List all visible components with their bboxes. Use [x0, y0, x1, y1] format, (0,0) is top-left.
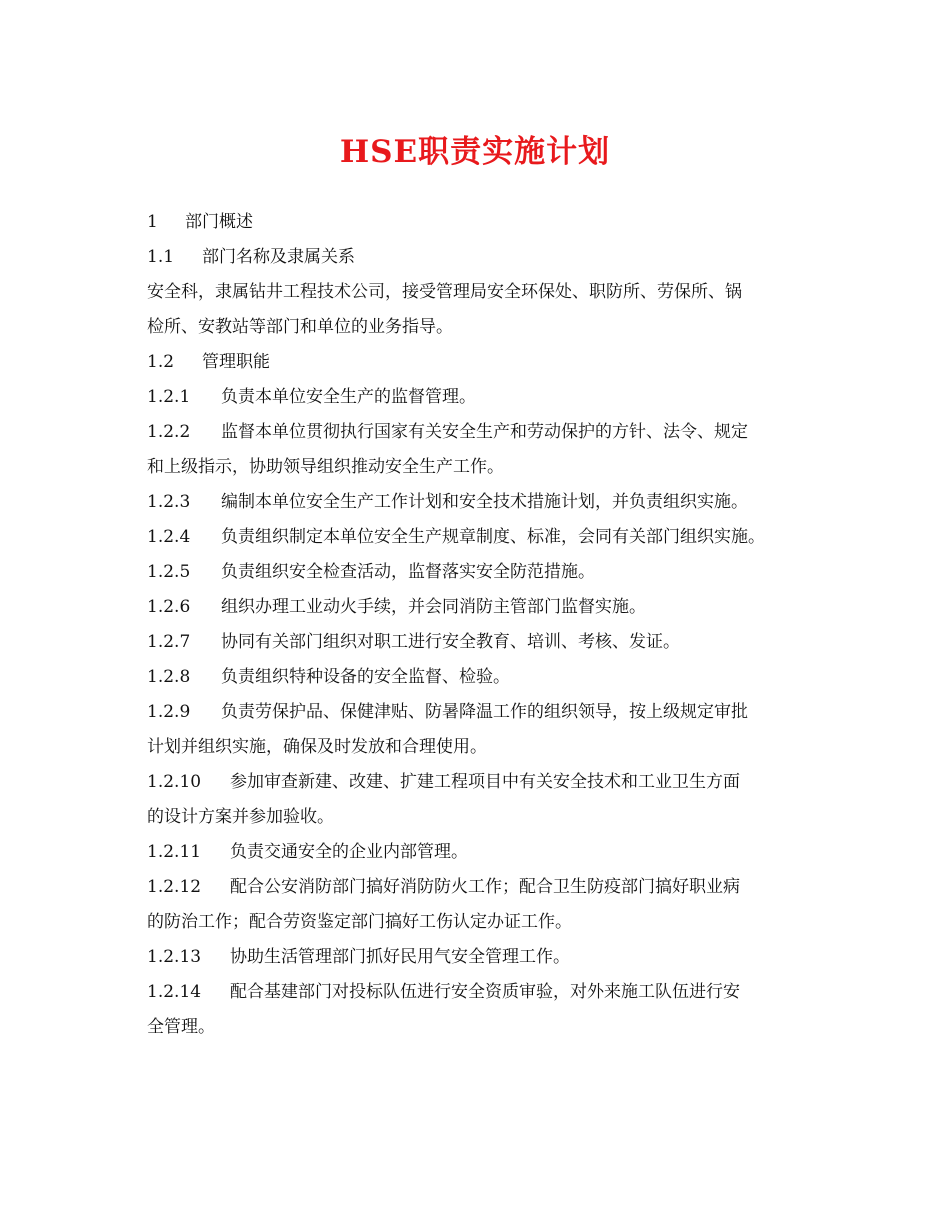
subsection-heading	[147, 345, 827, 380]
document-title: HSE职责实施计划	[339, 134, 611, 170]
paragraph-text: 参加审查新建、改建、扩建工程项目中有关安全技术和工业卫生方面	[230, 772, 740, 792]
paragraph-text: 协助生活管理部门抓好民用气安全管理工作。	[230, 947, 570, 967]
paragraph-text: 配合基建部门对投标队伍进行安全资质审验，对外来施工队伍进行安	[230, 982, 740, 1002]
paragraph-number: 1	[147, 212, 158, 232]
paragraph-line	[147, 450, 827, 485]
paragraph-text: 的防治工作；配合劳资鉴定部门搞好工伤认定办证工作。	[147, 912, 572, 932]
paragraph-line	[147, 1010, 827, 1045]
paragraph-number: 1.2.3	[147, 492, 191, 512]
paragraph-line	[147, 800, 827, 835]
paragraph-text: 负责组织安全检查活动，监督落实安全防范措施。	[221, 562, 595, 582]
paragraph-text: 负责组织制定本单位安全生产规章制度、标准，会同有关部门组织实施。	[221, 527, 765, 547]
paragraph-number: 1.2.2	[147, 422, 191, 442]
list-item	[147, 765, 827, 800]
paragraph-number: 1.2.11	[147, 842, 202, 862]
paragraph-text: 管理职能	[202, 352, 270, 372]
paragraph-number: 1.2.5	[147, 562, 191, 582]
paragraph-number: 1.2.4	[147, 527, 191, 547]
paragraph-text: 部门名称及隶属关系	[202, 247, 355, 267]
paragraph-line	[147, 905, 827, 940]
list-item	[147, 590, 827, 625]
list-item	[147, 695, 827, 730]
paragraph-text: 安全科，隶属钻井工程技术公司，接受管理局安全环保处、职防所、劳保所、锅	[147, 282, 742, 302]
paragraph-text: 和上级指示，协助领导组织推动安全生产工作。	[147, 457, 504, 477]
paragraph-number: 1.2.9	[147, 702, 191, 722]
list-item	[147, 870, 827, 905]
paragraph-line	[147, 730, 827, 765]
paragraph-text: 负责交通安全的企业内部管理。	[230, 842, 468, 862]
paragraph-number: 1.2.6	[147, 597, 191, 617]
paragraph-text: 负责本单位安全生产的监督管理。	[221, 387, 476, 407]
list-item	[147, 625, 827, 660]
list-item	[147, 415, 827, 450]
paragraph-text: 配合公安消防部门搞好消防防火工作；配合卫生防疫部门搞好职业病	[230, 877, 740, 897]
paragraph-text: 计划并组织实施，确保及时发放和合理使用。	[147, 737, 487, 757]
paragraph-text: 的设计方案并参加验收。	[147, 807, 334, 827]
section-heading	[147, 205, 827, 240]
list-item	[147, 380, 827, 415]
paragraph-number: 1.2.1	[147, 387, 191, 407]
list-item	[147, 940, 827, 975]
paragraph-text: 检所、安教站等部门和单位的业务指导。	[147, 317, 453, 337]
list-item	[147, 660, 827, 695]
paragraph-text: 监督本单位贯彻执行国家有关安全生产和劳动保护的方针、法令、规定	[221, 422, 748, 442]
paragraph-number: 1.2.12	[147, 877, 202, 897]
list-item	[147, 975, 827, 1010]
list-item	[147, 520, 827, 555]
paragraph-number: 1.2.8	[147, 667, 191, 687]
paragraph-text: 负责组织特种设备的安全监督、检验。	[221, 667, 510, 687]
paragraph-text: 编制本单位安全生产工作计划和安全技术措施计划，并负责组织实施。	[221, 492, 748, 512]
paragraph-number: 1.2.13	[147, 947, 202, 967]
paragraph-text: 组织办理工业动火手续，并会同消防主管部门监督实施。	[221, 597, 646, 617]
paragraph-number: 1.2.14	[147, 982, 202, 1002]
paragraph-text: 全管理。	[147, 1017, 215, 1037]
subsection-heading	[147, 240, 827, 275]
paragraph-text: 负责劳保护品、保健津贴、防暑降温工作的组织领导，按上级规定审批	[221, 702, 748, 722]
paragraph-text: 部门概述	[185, 212, 253, 232]
paragraph-line	[147, 275, 827, 310]
paragraph-number: 1.2	[147, 352, 175, 372]
paragraph-number: 1.2.10	[147, 772, 202, 792]
list-item	[147, 835, 827, 870]
list-item	[147, 555, 827, 590]
paragraph-line	[147, 310, 827, 345]
list-item	[147, 485, 827, 520]
paragraph-number: 1.2.7	[147, 632, 191, 652]
paragraph-number: 1.1	[147, 247, 175, 267]
document-body	[147, 205, 827, 1045]
paragraph-text: 协同有关部门组织对职工进行安全教育、培训、考核、发证。	[221, 632, 680, 652]
